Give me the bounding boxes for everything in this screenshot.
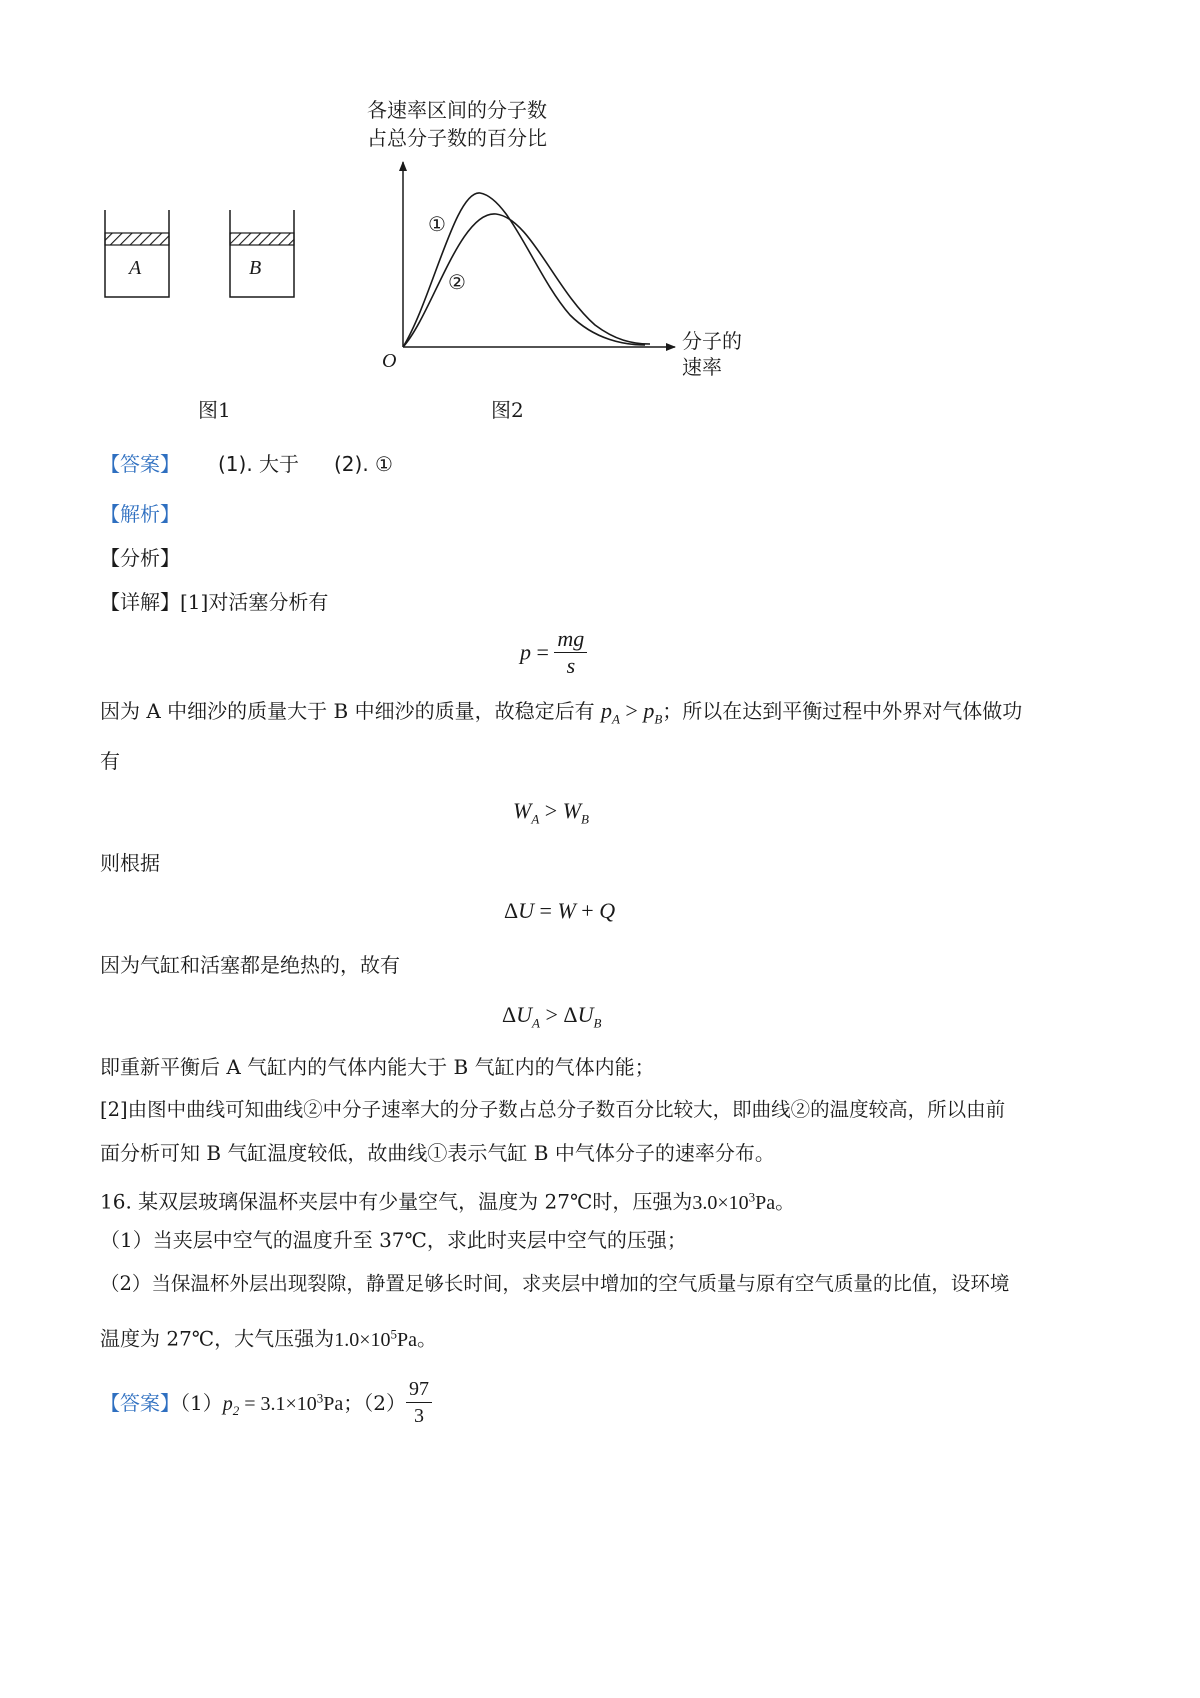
x-axis-label-line2: 速率 <box>682 355 722 379</box>
origin-label: O <box>382 350 397 372</box>
detail-line <box>100 588 328 616</box>
q16-sub2-line2: 温度为 27℃，大气压强为$1.0\times 10^5Pa$。 <box>100 1326 437 1351</box>
q16-sub2-line1: （2）当保温杯外层出现裂隙，静置足够长时间，求夹层中增加的空气质量与原有空气质量的比值，设环境 <box>100 1272 1010 1295</box>
cylinder-a-label: A <box>129 257 142 279</box>
curve-1-label: ① <box>428 212 446 236</box>
fenxi-tag: 【分析】 <box>100 546 180 570</box>
paragraph-2: 则根据 <box>100 851 160 875</box>
paragraph-1: 因为 A 中细沙的质量大于 B 中细沙的质量，故稳定后有 $p_A > p_B$；所以在达到平衡过程中外界对气体做功 <box>100 698 1023 727</box>
y-axis-label-line1: 各速率区间的分子数 <box>367 98 547 122</box>
answer-tag: 【答案】 <box>100 452 180 476</box>
paragraph-5-line2: 面分析可知 B 气缸温度较低，故曲线①表示气缸 B 中气体分子的速率分布。 <box>100 1141 775 1165</box>
formula-du-w-q: ΔU = W + Q <box>504 898 616 923</box>
formula-p-mg-s: p = $\frac{mg}{s}$ <box>520 626 587 679</box>
cylinder-a <box>105 210 169 297</box>
answer-part1: (1). 大于 <box>218 452 300 476</box>
cylinder-b-label: B <box>249 257 262 279</box>
y-axis-label-line2: 占总分子数的百分比 <box>367 126 547 150</box>
answer-part2: (2). ① <box>334 452 393 476</box>
figure1-caption: 图1 <box>198 398 231 422</box>
detail-tag: 【详解】 <box>100 590 180 614</box>
formula-wa-gt-wb: $W_A > W_B$ <box>513 798 589 827</box>
detail-text: [1]对活塞分析有 <box>180 590 329 614</box>
cylinder-b <box>230 210 294 297</box>
paragraph-3: 因为气缸和活塞都是绝热的，故有 <box>100 953 400 977</box>
inline-pa-gt-pb: $p_A > p_B$ <box>600 698 663 727</box>
analysis-tag: 【解析】 <box>100 502 180 526</box>
q16-sub1: （1）当夹层中空气的温度升至 37℃，求此时夹层中空气的压强； <box>100 1228 687 1252</box>
formula-dua-gt-dub: $\Delta U_A > \Delta U_B$ <box>502 1002 602 1031</box>
q16-answer-fraction: $\frac{97}{3}$ <box>406 1376 432 1429</box>
q16-stem: 16. 某双层玻璃保温杯夹层中有少量空气，温度为 27℃时，压强为$3.0\times 10^3Pa$。 <box>100 1189 796 1214</box>
figure2-caption: 图2 <box>491 398 524 422</box>
q16-answer-line: 【答案】$(1)p_2 = 3.1\times 10^3Pa$；（2） $\frac{97}{3}$ <box>100 1378 432 1431</box>
paragraph-4: 即重新平衡后 A 气缸内的气体内能大于 B 气缸内的气体内能； <box>100 1055 655 1079</box>
x-axis-label-line1: 分子的 <box>682 329 742 353</box>
paragraph-1-line2: 有 <box>100 749 120 773</box>
q16-answer-tag: 【答案】 <box>100 1391 180 1415</box>
paragraph-5-line1: [2]由图中曲线可知曲线②中分子速率大的分子数占总分子数百分比较大，即曲线②的温度较高，所以由前 <box>100 1098 1006 1121</box>
figure2-distribution-graph <box>370 150 690 365</box>
curve-2-label: ② <box>448 270 466 294</box>
figure1-cylinders <box>100 205 310 305</box>
